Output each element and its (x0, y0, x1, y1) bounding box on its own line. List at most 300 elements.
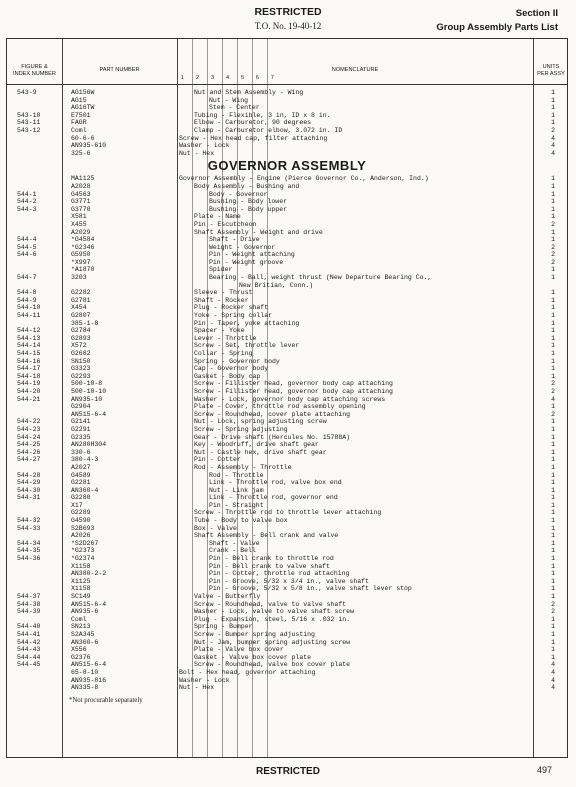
col-header-figure-line1: FIGURE & (21, 64, 48, 70)
col-header-units-line1: UNITS (542, 64, 560, 70)
nomenclature: Plug - Rocker shaft (194, 304, 269, 312)
table-row (7, 517, 567, 525)
figure-index: 544-5 (17, 243, 37, 251)
part-number: G2289 (71, 509, 91, 517)
part-number: G3323 (71, 365, 91, 373)
units-per-assy: 1 (551, 213, 555, 221)
table-row (7, 654, 567, 662)
part-number: MA1125 (71, 175, 95, 183)
table-row (7, 418, 567, 426)
table-row (7, 540, 567, 548)
figure-index: 544-16 (17, 357, 41, 365)
part-number: *A1870 (71, 266, 95, 274)
part-number: X454 (71, 304, 87, 312)
nomenclature: Clamp - Carburetor elbow, 3.072 in. ID (194, 126, 343, 134)
part-number: AN380-2-2 (71, 570, 107, 578)
units-per-assy: 1 (551, 441, 555, 449)
part-number: X1125 (71, 577, 91, 585)
part-number: G2291 (71, 425, 91, 433)
part-number: 385-1-8 (71, 319, 99, 327)
part-number: A2027 (71, 463, 91, 471)
table-row (7, 259, 567, 267)
part-number: G2893 (71, 334, 91, 342)
table-row (7, 426, 567, 434)
nomenclature: Valve - Butterfly (194, 593, 261, 600)
nomenclature: Nut - Jam, bumper spring adjusting screw (194, 638, 351, 646)
header-rule (7, 84, 567, 85)
figure-index: 544-17 (17, 365, 41, 373)
nomenclature: Link - Throttle rod, governor end (209, 494, 338, 502)
nomenclature: Pin - Weight attaching (209, 251, 295, 259)
table-row (7, 380, 567, 388)
nomenclature: Screw - Roundhead, valve to valve shaft (194, 600, 347, 608)
figure-index: 544-37 (17, 593, 41, 600)
units-per-assy: 1 (551, 104, 555, 112)
table-row (7, 434, 567, 442)
units-per-assy: 1 (551, 501, 555, 509)
nomenclature: Screw - Throttle rod to throttle lever attaching (194, 509, 382, 517)
figure-index: 544-22 (17, 418, 41, 426)
table-row (7, 142, 567, 150)
part-number: 65-8-10 (71, 668, 99, 676)
table-row (7, 282, 567, 290)
units-per-assy: 2 (551, 251, 555, 259)
parts-table (6, 38, 568, 758)
table-row (7, 388, 567, 396)
figure-index: 544-28 (17, 471, 41, 479)
header-to-number: T.O. No. 19-40-12 (254, 21, 322, 31)
units-per-assy: 1 (551, 646, 555, 654)
units-per-assy: 1 (551, 418, 555, 426)
nomenclature: Washer - Lock (179, 676, 230, 684)
nomenclature: Governor Assembly - Engine (Pierce Governor Co., Anderson, Ind.) (179, 175, 429, 183)
nomenclature: Screw - Hex head cap, filter attaching (179, 134, 328, 142)
figure-index: 544-33 (17, 524, 41, 532)
section-title: GOVERNOR ASSEMBLY (207, 158, 367, 174)
units-per-assy: 1 (551, 517, 555, 525)
figure-index: 544-35 (17, 547, 41, 555)
nomenclature: Screw - Roundhead, valve box cover plate (194, 661, 351, 669)
figure-index: 544-25 (17, 441, 41, 449)
units-per-assy: 1 (551, 190, 555, 198)
nomenclature: Nut - Hex (179, 684, 215, 692)
nomenclature: Shaft Assembly - Weight and drive (194, 228, 323, 236)
rows-governor-group (7, 175, 567, 691)
units-per-assy: 1 (551, 524, 555, 532)
nomenclature: Pin - Bell crank to valve shaft (209, 562, 330, 570)
col-header-units (533, 64, 569, 78)
figure-index: 544-24 (17, 433, 41, 441)
part-number: AN935-610 (71, 142, 107, 150)
figure-index: 544-12 (17, 327, 41, 335)
units-per-assy: 1 (551, 175, 555, 183)
nomenclature: Pin - Groove, 5/32 x 3/4 in., valve shaft (209, 577, 369, 585)
page-number: 497 (536, 765, 552, 775)
nomenclature: Washer - Lock (179, 142, 230, 150)
units-per-assy: 1 (551, 456, 555, 464)
part-number: AG16TW (71, 104, 95, 112)
units-per-assy: 1 (551, 509, 555, 517)
nomenclature: Pin - Weight groove (209, 258, 284, 266)
nomenclature: Bushing - Body upper (209, 205, 288, 213)
part-number: G5950 (71, 251, 91, 259)
table-row (7, 593, 567, 601)
units-per-assy: 1 (551, 653, 555, 661)
nomenclature: Pin - Escutcheon (194, 220, 257, 228)
table-row (7, 206, 567, 214)
indent-level-numbers: 1 2 3 4 5 6 7 (181, 75, 280, 81)
part-number: Coml (71, 126, 87, 134)
part-number: G2280 (71, 494, 91, 502)
nomenclature: New Britian, Conn.) (239, 281, 314, 289)
figure-index: 544-6 (17, 251, 37, 259)
nomenclature: Rod - Throttle (209, 471, 264, 479)
part-number: G2282 (71, 289, 91, 297)
units-per-assy: 1 (551, 403, 555, 411)
nomenclature: Key - Woodruff, drive shaft gear (194, 441, 319, 449)
part-number: X455 (71, 220, 87, 228)
part-number: AN360-6 (71, 638, 99, 646)
units-per-assy: 1 (551, 593, 555, 600)
figure-index: 544-32 (17, 517, 41, 525)
table-row (7, 525, 567, 533)
figure-index: 544-9 (17, 296, 37, 304)
part-number: G4589 (71, 471, 91, 479)
part-number: X1158 (71, 562, 91, 570)
table-row (7, 127, 567, 135)
nomenclature: Nut - Lock, spring adjusting screw (194, 418, 327, 426)
table-row (7, 494, 567, 502)
units-per-assy: 1 (551, 327, 555, 335)
table-row (7, 411, 567, 419)
nomenclature: Nut - Wing (209, 96, 249, 104)
table-row (7, 297, 567, 305)
nomenclature: Screw - Roundhead, cover plate attaching (194, 410, 351, 418)
units-per-assy: 2 (551, 258, 555, 266)
table-row (7, 449, 567, 457)
nomenclature: Link - Throttle rod, valve box end (209, 479, 342, 487)
units-per-assy: 1 (551, 562, 555, 570)
figure-index: 544-14 (17, 342, 41, 350)
nomenclature: Nut - Hex (179, 149, 215, 157)
part-number: *G2373 (71, 547, 95, 555)
units-per-assy: 4 (551, 134, 555, 142)
table-row (7, 403, 567, 411)
nomenclature: Collar - Spring (194, 350, 253, 357)
part-number: AN515-6-4 (71, 600, 107, 608)
units-per-assy: 2 (551, 608, 555, 616)
table-row (7, 623, 567, 631)
units-per-assy: 1 (551, 205, 555, 213)
nomenclature: Bolt - Hex head, governor attaching (179, 668, 316, 676)
part-number: G2784 (71, 327, 91, 335)
figure-index: 544-34 (17, 539, 41, 547)
units-per-assy: 1 (551, 570, 555, 578)
units-per-assy: 1 (551, 304, 555, 312)
footnote: *Not procurable separately (69, 696, 143, 704)
part-number: X556 (71, 646, 87, 654)
units-per-assy: 1 (551, 555, 555, 563)
nomenclature: Nut - Castle hex, drive shaft gear (194, 448, 327, 456)
table-row (7, 532, 567, 540)
part-number: AN360-4 (71, 486, 99, 494)
units-per-assy: 4 (551, 676, 555, 684)
figure-index: 543-10 (17, 111, 41, 119)
table-row (7, 472, 567, 480)
units-per-assy: 2 (551, 387, 555, 395)
part-number: SN150 (71, 357, 91, 365)
units-per-assy: 1 (551, 96, 555, 104)
part-number: G3770 (71, 205, 91, 213)
units-per-assy: 2 (551, 380, 555, 388)
table-row (7, 616, 567, 624)
figure-index: 544-26 (17, 448, 41, 456)
nomenclature: Pin - Taper, yoke attaching (194, 319, 300, 327)
table-row (7, 236, 567, 244)
figure-index: 544-18 (17, 372, 41, 380)
figure-index: 543-9 (17, 89, 37, 96)
units-per-assy: 1 (551, 448, 555, 456)
units-per-assy: 1 (551, 119, 555, 127)
units-per-assy: 1 (551, 532, 555, 540)
figure-index: 544-13 (17, 334, 41, 342)
units-per-assy: 1 (551, 539, 555, 547)
units-per-assy: 4 (551, 149, 555, 157)
nomenclature: Shaft - Drive (209, 236, 260, 244)
table-row (7, 555, 567, 563)
nomenclature: Bearing - Ball, weight thrust (New Departure Bearing Co., (209, 274, 432, 282)
units-per-assy: 1 (551, 289, 555, 297)
table-row (7, 119, 567, 127)
header-group-title: Group Assembly Parts List (436, 22, 558, 33)
col-header-units-line2: PER ASSY (537, 71, 565, 77)
part-number: AN935-10 (71, 395, 103, 403)
nomenclature: Cap - Governor body (194, 365, 269, 373)
units-per-assy: 4 (551, 684, 555, 692)
header-restricted: RESTRICTED (254, 6, 322, 18)
table-row (7, 456, 567, 464)
part-number: SN213 (71, 623, 91, 631)
figure-index: 543-11 (17, 119, 41, 127)
figure-index: 544-2 (17, 198, 37, 206)
part-number: AN515-6-4 (71, 661, 107, 669)
nomenclature: Spider (209, 266, 233, 274)
nomenclature: Sleeve - Thrust (194, 289, 253, 297)
nomenclature: Screw - Fillister head, governor body cap attaching (194, 380, 393, 388)
table-row (7, 221, 567, 229)
units-per-assy: 1 (551, 479, 555, 487)
figure-index: 544-41 (17, 630, 41, 638)
units-per-assy: 1 (551, 638, 555, 646)
units-per-assy: 1 (551, 433, 555, 441)
units-per-assy: 2 (551, 220, 555, 228)
units-per-assy: 1 (551, 198, 555, 206)
table-row (7, 150, 567, 158)
units-per-assy: 1 (551, 425, 555, 433)
part-number: G4563 (71, 190, 91, 198)
table-row (7, 251, 567, 259)
figure-index: 544-43 (17, 646, 41, 654)
table-row (7, 563, 567, 571)
table-row (7, 502, 567, 510)
table-row (7, 112, 567, 120)
units-per-assy: 2 (551, 243, 555, 251)
nomenclature: Shaft - Rocker (194, 296, 249, 304)
units-per-assy: 2 (551, 600, 555, 608)
figure-index: 544-20 (17, 387, 41, 395)
figure-index: 544-10 (17, 304, 41, 312)
units-per-assy: 1 (551, 630, 555, 638)
table-row (7, 97, 567, 105)
table-row (7, 274, 567, 282)
table-row (7, 266, 567, 274)
figure-index: 544-1 (17, 190, 37, 198)
units-per-assy: 1 (551, 357, 555, 365)
table-row (7, 570, 567, 578)
part-number: *G4584 (71, 236, 95, 244)
nomenclature: Gasket - Valve box cover plate (194, 653, 312, 661)
units-per-assy: 4 (551, 395, 555, 403)
units-per-assy: 1 (551, 471, 555, 479)
figure-index: 543-12 (17, 126, 41, 134)
nomenclature: Elbow - Carburetor, 90 degrees (194, 119, 312, 127)
table-row (7, 373, 567, 381)
part-number: A2029 (71, 228, 91, 236)
nomenclature: Stem - Center (209, 104, 260, 112)
part-number: *S2D267 (71, 539, 99, 547)
part-number: G2281 (71, 479, 91, 487)
units-per-assy: 1 (551, 547, 555, 555)
nomenclature: Lever - Throttle (194, 334, 257, 342)
figure-index: 544-8 (17, 289, 37, 297)
table-row (7, 684, 567, 692)
footer-restricted: RESTRICTED (256, 766, 320, 777)
part-number: AN935-816 (71, 676, 107, 684)
units-per-assy: 1 (551, 182, 555, 190)
table-row (7, 350, 567, 358)
table-row (7, 135, 567, 143)
table-row (7, 198, 567, 206)
table-row (7, 608, 567, 616)
col-header-part: PART NUMBER (99, 67, 140, 73)
part-number: G2141 (71, 418, 91, 426)
table-row (7, 342, 567, 350)
table-row (7, 335, 567, 343)
figure-index: 544-4 (17, 236, 37, 244)
part-number: SC149 (71, 593, 91, 600)
nomenclature: Plate - Valve box cover (194, 646, 284, 654)
nomenclature: Nut - Link jam (209, 486, 264, 494)
part-number: A2026 (71, 532, 91, 540)
figure-index: 544-11 (17, 312, 41, 320)
part-number: G3771 (71, 198, 91, 206)
table-row (7, 601, 567, 609)
table-row (7, 89, 567, 97)
units-per-assy: 1 (551, 486, 555, 494)
table-body (7, 89, 567, 706)
units-per-assy: 1 (551, 266, 555, 274)
nomenclature: Crank - Bell (209, 547, 256, 555)
units-per-assy: 1 (551, 236, 555, 244)
part-number: E7501 (71, 111, 91, 119)
part-number: FAGR (71, 119, 87, 127)
nomenclature: Tube - Body to valve box (194, 517, 288, 525)
nomenclature: Shaft Assembly - Bell crank and valve (194, 532, 339, 540)
units-per-assy: 1 (551, 494, 555, 502)
table-row (7, 104, 567, 112)
nomenclature: Nut and Stem Assembly - Wing (194, 89, 304, 96)
section-word: Section (515, 8, 551, 19)
units-per-assy: 1 (551, 585, 555, 593)
col-header-figure (7, 64, 62, 78)
part-number: 3203 (71, 274, 87, 282)
figure-index: 544-42 (17, 638, 41, 646)
part-number: *G2374 (71, 555, 95, 563)
part-number: X1158 (71, 585, 91, 593)
figure-index: 544-27 (17, 456, 41, 464)
nomenclature: Plate - Cover, throttle rod assembly opening (194, 403, 366, 411)
part-number: X17 (71, 501, 83, 509)
part-number: G4590 (71, 517, 91, 525)
part-number: G2376 (71, 653, 91, 661)
units-per-assy: 1 (551, 372, 555, 380)
nomenclature: Gear - Drive shaft (Hercules No. 15788A) (194, 433, 351, 441)
part-number: 325-6 (71, 149, 91, 157)
figure-index: 544-19 (17, 380, 41, 388)
nomenclature: Pin - Straight (209, 501, 264, 509)
col-header-nomenclature: NOMENCLATURE (331, 67, 379, 73)
part-number: AN515-6-4 (71, 410, 107, 418)
part-number: *G2346 (71, 243, 95, 251)
part-number: 500-10-10 (71, 387, 107, 395)
units-per-assy: 1 (551, 463, 555, 471)
part-number: 500-10-8 (71, 380, 103, 388)
header-section (516, 8, 558, 19)
part-number: G2682 (71, 350, 91, 357)
part-number: X572 (71, 342, 87, 350)
table-row (7, 479, 567, 487)
table-row (7, 441, 567, 449)
rows-top-group (7, 89, 567, 157)
units-per-assy: 1 (551, 350, 555, 357)
figure-index: 544-44 (17, 653, 41, 661)
table-row (7, 677, 567, 685)
figure-index: 544-15 (17, 350, 41, 357)
nomenclature: Pin - Cotter, throttle rod attaching (209, 570, 350, 578)
nomenclature: Spring - Bumper (194, 623, 253, 631)
nomenclature: Yoke - Spring collar (194, 312, 273, 320)
part-number: AN280H304 (71, 441, 107, 449)
nomenclature: Spring - Governor body (194, 357, 280, 365)
nomenclature: Rod - Assembly - Throttle (194, 463, 292, 471)
figure-index: 544-38 (17, 600, 41, 608)
part-number: AG156W (71, 89, 95, 96)
part-number: G2807 (71, 312, 91, 320)
part-number: A2028 (71, 182, 91, 190)
table-row (7, 661, 567, 669)
table-row (7, 639, 567, 647)
nomenclature: Gasket - Body cap (194, 372, 261, 380)
table-row (7, 320, 567, 328)
nomenclature: Tubing - Flexible, 3 in, ID x 8 in. (194, 111, 331, 119)
nomenclature: Bushing - Body lower (209, 198, 288, 206)
part-number: X581 (71, 213, 87, 221)
nomenclature: Pin - Groove, 5/32 x 5/8 in., valve shaft lever stop (209, 585, 412, 593)
table-row (7, 304, 567, 312)
table-row (7, 464, 567, 472)
nomenclature: Screw - Set, throttle lever (194, 342, 300, 350)
figure-index: 544-31 (17, 494, 41, 502)
